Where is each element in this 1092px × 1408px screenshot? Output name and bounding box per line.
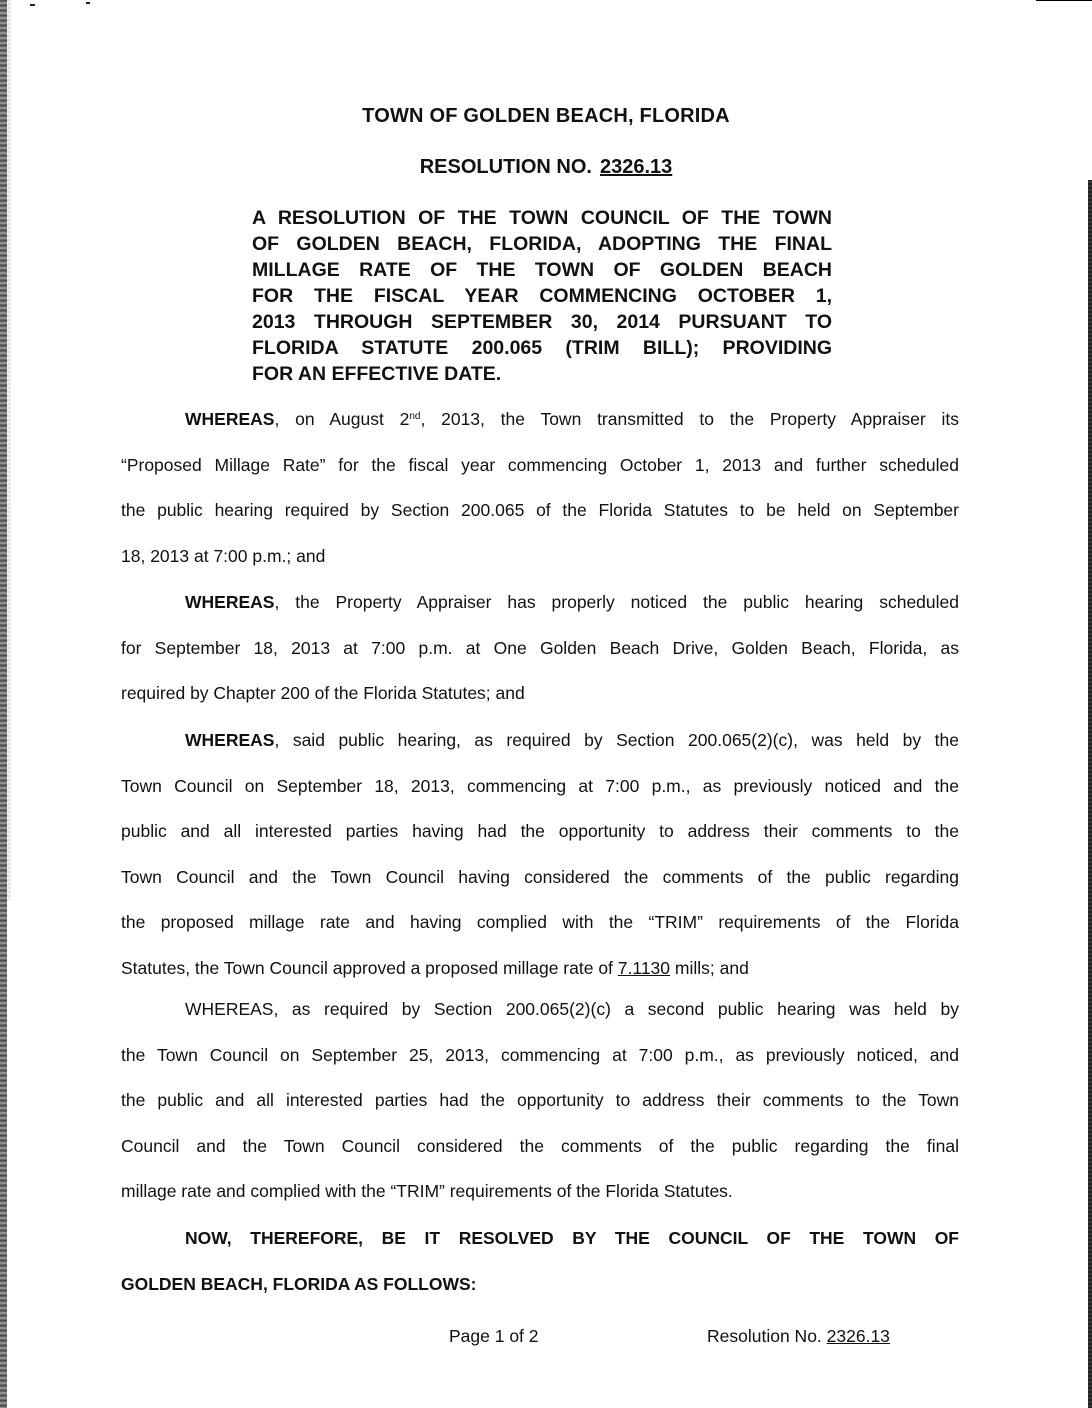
- text-run: , on August 2: [274, 409, 410, 429]
- whereas-lead: WHEREAS: [185, 730, 275, 750]
- title-line: FLORIDA STATUTE 200.065 (TRIM BILL); PROVIDING: [252, 337, 832, 359]
- resolution-label: RESOLUTION NO.: [419, 156, 592, 178]
- paragraph-line: “Proposed Millage Rate” for the fiscal year commencing October 1, 2013 and further scheduled: [121, 454, 959, 475]
- title-line: MILLAGE RATE OF THE TOWN OF GOLDEN BEACH: [252, 259, 832, 281]
- title-line: A RESOLUTION OF THE TOWN COUNCIL OF THE TOWN: [252, 207, 832, 229]
- text-run: , 2013, the Town transmitted to the Property Appraiser its: [420, 409, 959, 429]
- paragraph-line: 18, 2013 at 7:00 p.m.; and: [121, 545, 326, 566]
- paragraph-line: WHEREAS, as required by Section 200.065(2)(c) a second public hearing was held by: [185, 999, 959, 1019]
- whereas-paragraph-4: [121, 987, 959, 1215]
- resolution-number: 2326.13: [599, 156, 673, 178]
- town-heading: TOWN OF GOLDEN BEACH, FLORIDA: [362, 105, 730, 127]
- paragraph-line: [121, 718, 959, 764]
- paragraph-line: [121, 397, 959, 443]
- paragraph-line: NOW, THEREFORE, BE IT RESOLVED BY THE COUNCIL OF THE TOWN OF: [185, 1228, 959, 1248]
- paragraph-line: [121, 580, 959, 626]
- paragraph-line: for September 18, 2013 at 7:00 p.m. at One Golden Beach Drive, Golden Beach, Florida, as: [121, 637, 959, 658]
- title-line: OF GOLDEN BEACH, FLORIDA, ADOPTING THE FINAL: [252, 233, 832, 255]
- whereas-lead: WHEREAS: [185, 409, 275, 429]
- text-run: , said public hearing, as required by Section 200.065(2)(c), was held by the: [274, 730, 959, 750]
- paragraph-line: Town Council on September 18, 2013, commencing at 7:00 p.m., as previously noticed and the: [121, 775, 959, 796]
- text-run: , the Property Appraiser has properly noticed the public hearing scheduled: [274, 592, 959, 612]
- paragraph-line: the public and all interested parties had the opportunity to address their comments to the Town: [121, 1090, 959, 1110]
- footer-resolution-label: Resolution No.: [707, 1326, 827, 1346]
- paragraph-line: Council and the Town Council considered the comments of the public regarding the final: [121, 1135, 959, 1156]
- whereas-paragraph-1: [121, 397, 959, 579]
- title-line: 2013 THROUGH SEPTEMBER 30, 2014 PURSUANT TO: [252, 311, 832, 333]
- paragraph-line: [121, 946, 959, 992]
- paragraph-line: Town Council and the Town Council having considered the comments of the public regarding: [121, 866, 959, 887]
- title-line: FOR THE FISCAL YEAR COMMENCING OCTOBER 1,: [252, 285, 832, 307]
- footer-resolution: [707, 1326, 890, 1347]
- scan-edge-left: [0, 0, 7, 1408]
- paragraph-line: GOLDEN BEACH, FLORIDA AS FOLLOWS:: [121, 1273, 477, 1294]
- resolution-heading: [0, 156, 1092, 179]
- footer-resolution-number: 2326.13: [826, 1326, 890, 1346]
- ordinal-suffix: nd: [409, 411, 421, 422]
- scan-top-line: [1036, 0, 1092, 1]
- whereas-paragraph-2: [121, 580, 959, 717]
- whereas-paragraph-3: [121, 718, 959, 991]
- page-number: Page 1 of 2: [449, 1326, 539, 1346]
- paragraph-line: the Town Council on September 25, 2013, commencing at 7:00 p.m., as previously noticed, and: [121, 1044, 959, 1065]
- paragraph-line: the proposed millage rate and having complied with the “TRIM” requirements of the Florida: [121, 912, 959, 932]
- resolution-title: [252, 205, 832, 387]
- text-run: mills; and: [670, 957, 749, 978]
- resolved-clause: [121, 1216, 959, 1307]
- scan-mark: [30, 4, 35, 6]
- millage-rate-value: 7.1130: [617, 957, 671, 978]
- text-run: Statutes, the Town Council approved a proposed millage rate of: [121, 957, 618, 978]
- scan-mark: [86, 2, 90, 4]
- whereas-lead: WHEREAS: [185, 592, 275, 612]
- scan-edge-left-fade: [7, 0, 11, 900]
- paragraph-line: the public hearing required by Section 200.065 of the Florida Statutes to be held on September: [121, 500, 959, 520]
- scan-edge-right: [1088, 180, 1092, 1408]
- paragraph-line: millage rate and complied with the “TRIM” requirements of the Florida Statutes.: [121, 1181, 733, 1201]
- paragraph-line: public and all interested parties having had the opportunity to address their comments to the: [121, 821, 959, 841]
- paragraph-line: required by Chapter 200 of the Florida Statutes; and: [121, 683, 525, 703]
- title-line: FOR AN EFFECTIVE DATE.: [252, 363, 502, 385]
